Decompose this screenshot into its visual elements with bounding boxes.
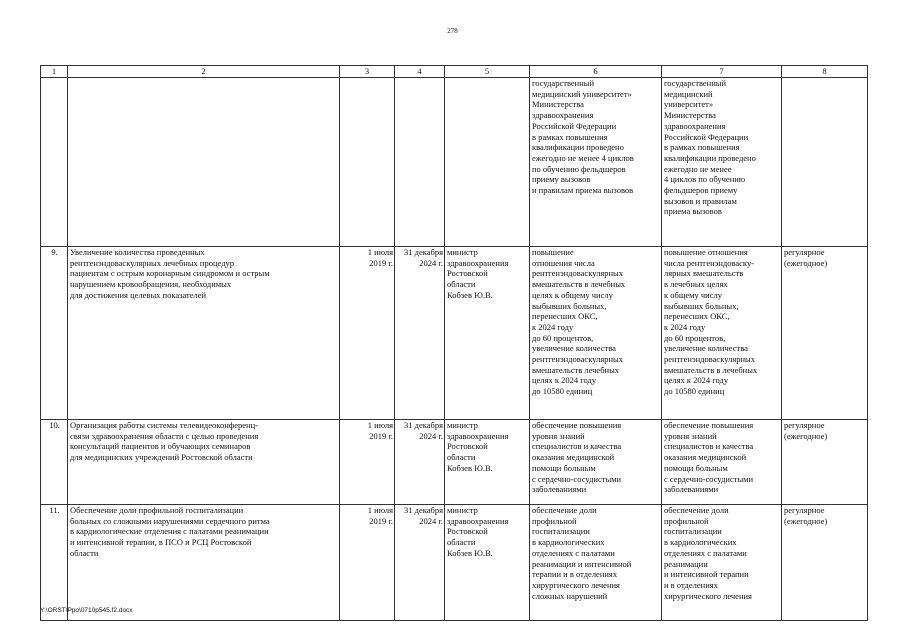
cell-line: сложных нарушений: [532, 590, 608, 601]
cell-line: увеличение количества: [532, 343, 616, 354]
cell-line: 31 декабря: [404, 420, 443, 430]
cell-line: 2019 г.: [369, 257, 393, 268]
cell-line: области: [447, 537, 476, 548]
cell-line: здравоохранения: [447, 515, 509, 526]
result-cell: [530, 505, 662, 621]
cell-line: Увеличение количества проведенных: [70, 247, 205, 257]
cell-line: 2019 г.: [369, 515, 393, 526]
cell-line: рентгенэндоваскулярных: [532, 268, 623, 279]
cell-line: вмешательств в лечебных: [532, 279, 626, 290]
file-path-footer: Y:\ORST\Ppo\0710p545.f2.docx: [40, 607, 133, 614]
cell-line: перенесших ОКС,: [664, 311, 730, 322]
event-cell: [68, 505, 340, 621]
cell-line: повышение отношения: [664, 247, 748, 257]
cell-line: к 2024 году: [532, 321, 574, 332]
column-number-header: [41, 66, 868, 78]
cell-line: и интенсивной терапии: [664, 569, 749, 580]
cell-line: Организация работы системы телевидеоконференц-: [70, 420, 258, 430]
cell-line: Российской Федерации: [664, 131, 749, 142]
cell-line: (ежегодное): [784, 430, 828, 441]
row-number: 10.: [41, 420, 68, 505]
cell-line: в кардиологических: [532, 537, 605, 548]
cell-line: помощи больным: [664, 462, 728, 473]
type-cell: [782, 420, 868, 505]
cell-line: до 10580 единиц: [664, 386, 725, 397]
indicator-cell: [662, 505, 782, 621]
cell-line: медицинский: [664, 88, 713, 99]
cell-line: 31 декабря: [404, 247, 443, 257]
cell-line: к общему числу: [664, 289, 722, 300]
cell-line: по обучению фельдшеров: [532, 163, 626, 174]
cell-line: медицинский университет»: [532, 88, 632, 99]
responsible-cell: [445, 505, 530, 621]
event-cell: [68, 78, 340, 247]
cell-line: отделениях с палатами: [532, 547, 615, 558]
result-cell: [530, 247, 662, 420]
cell-line: регулярное: [784, 420, 825, 430]
cell-line: связи здравоохранения области с целью проведения: [70, 430, 259, 441]
cell-line: госпитализации: [664, 526, 722, 537]
cell-line: до 10580 единиц: [532, 386, 593, 397]
cell-line: госпитализации: [532, 526, 590, 537]
cell-line: регулярное: [784, 505, 825, 515]
column-number: 5: [445, 66, 530, 78]
indicator-cell: [662, 78, 782, 247]
cell-line: 2024 г.: [419, 430, 443, 441]
cell-line: (ежегодное): [784, 257, 828, 268]
cell-line: и правилам приема вызовов: [532, 185, 634, 196]
cell-line: здравоохранения: [532, 110, 594, 121]
cell-line: до 60 процентов,: [664, 332, 726, 343]
cell-line: университет»: [664, 99, 714, 110]
cell-line: выбывших больных,: [532, 300, 607, 311]
cell-line: области: [447, 279, 476, 290]
cell-line: для медицинских учреждений Ростовской области: [70, 452, 253, 463]
event-cell: [68, 420, 340, 505]
cell-line: 4 циклов по обучению: [664, 174, 746, 185]
cell-line: к 2024 году: [664, 321, 706, 332]
responsible-cell: [445, 247, 530, 420]
cell-line: выбывших больных,: [664, 300, 739, 311]
indicator-cell: [662, 247, 782, 420]
responsible-cell: [445, 78, 530, 247]
cell-line: уровня знаний: [532, 430, 585, 441]
cell-line: в рамках повышения: [664, 142, 740, 153]
cell-line: 2024 г.: [419, 515, 443, 526]
cell-line: для достижения целевых показателей: [70, 289, 207, 300]
cell-line: государственный: [532, 78, 595, 88]
type-cell: [782, 505, 868, 621]
cell-line: в лечебных целях: [664, 279, 728, 290]
cell-line: в кардиологических: [664, 537, 737, 548]
cell-line: с сердечно-сосудистыми: [664, 473, 754, 484]
cell-line: приема вызовов: [664, 206, 722, 217]
cell-line: (ежегодное): [784, 515, 828, 526]
cell-line: 2024 г.: [419, 257, 443, 268]
cell-line: целях к 2024 году: [532, 375, 597, 386]
cell-line: оказания медицинской: [532, 452, 615, 463]
cell-line: фельдшеров приему: [664, 185, 738, 196]
cell-line: министр: [447, 247, 478, 257]
start-date-cell: [340, 420, 395, 505]
action-plan-table: [40, 65, 868, 621]
cell-line: государственный: [664, 78, 727, 88]
cell-line: увеличение количества: [664, 343, 748, 354]
cell-line: Ростовской: [447, 268, 488, 279]
cell-line: уровня знаний: [664, 430, 717, 441]
cell-line: больных со сложными нарушениями сердечного ритма: [70, 515, 270, 526]
column-number: 3: [340, 66, 395, 78]
cell-line: консультаций пациентов и обучающих семинаров: [70, 441, 251, 452]
cell-line: профильной: [532, 515, 577, 526]
cell-line: вмешательств в лечебных: [664, 364, 758, 375]
column-number: 7: [662, 66, 782, 78]
cell-line: заболеваниями: [664, 484, 719, 495]
cell-line: реанимации и интенсивной: [532, 558, 632, 569]
cell-line: вызовов и правилам: [664, 195, 737, 206]
cell-line: терапии и в отделениях: [532, 569, 618, 580]
cell-line: перенесших ОКС,: [532, 311, 598, 322]
cell-line: рентгенэндоваскулярных лечебных процедур: [70, 257, 235, 268]
cell-line: здравоохранения: [447, 430, 509, 441]
cell-line: хирургического лечения: [664, 590, 752, 601]
cell-line: целях к общему числу: [532, 289, 613, 300]
cell-line: министр: [447, 420, 478, 430]
cell-line: Кобзев Ю.В.: [447, 547, 493, 558]
cell-line: с сердечно-сосудистыми: [532, 473, 622, 484]
cell-line: приему вызовов: [532, 174, 591, 185]
end-date-cell: [395, 420, 445, 505]
cell-line: лярных вмешательств: [664, 268, 744, 279]
cell-line: регулярное: [784, 247, 825, 257]
cell-line: Ростовской: [447, 526, 488, 537]
cell-line: обеспечение доли: [664, 505, 729, 515]
cell-line: здравоохранения: [664, 120, 726, 131]
cell-line: вмешательств лечебных: [532, 364, 620, 375]
cell-line: ежегодно не менее 4 циклов: [532, 152, 634, 163]
cell-line: обеспечение повышения: [532, 420, 622, 430]
indicator-cell: [662, 420, 782, 505]
type-cell: [782, 78, 868, 247]
cell-line: и интенсивной терапии, в ПСО и РСЦ Ростовской: [70, 537, 252, 548]
type-cell: [782, 247, 868, 420]
cell-line: в рамках повышения: [532, 131, 608, 142]
column-number: 6: [530, 66, 662, 78]
cell-line: 31 декабря: [404, 505, 443, 515]
column-number: 8: [782, 66, 868, 78]
start-date-cell: [340, 505, 395, 621]
cell-line: и в отделениях: [664, 579, 718, 590]
table-row: [41, 247, 868, 420]
cell-line: специалистов и качества: [532, 441, 622, 452]
cell-line: целях к 2024 году: [664, 375, 729, 386]
row-number: 9.: [41, 247, 68, 420]
cell-line: нарушением кровообращения, необходимых: [70, 279, 232, 290]
cell-line: в кардиологические отделения с палатами реанимации: [70, 526, 269, 537]
cell-line: оказания медицинской: [664, 452, 747, 463]
cell-line: области: [70, 547, 99, 558]
cell-line: 2019 г.: [369, 430, 393, 441]
cell-line: помощи больным: [532, 462, 596, 473]
cell-line: Ростовской: [447, 441, 488, 452]
cell-line: обеспечение повышения: [664, 420, 754, 430]
start-date-cell: [340, 247, 395, 420]
row-number: [41, 78, 68, 247]
cell-line: рентгенэндоваскулярных: [532, 354, 623, 365]
cell-line: числа рентгенэндоваску-: [664, 257, 755, 268]
cell-line: Министерства: [664, 110, 716, 121]
cell-line: Кобзев Ю.В.: [447, 462, 493, 473]
cell-line: 1 июля: [367, 247, 393, 257]
responsible-cell: [445, 420, 530, 505]
end-date-cell: [395, 247, 445, 420]
cell-line: пациентам с острым коронарным синдромом и острым: [70, 268, 270, 279]
cell-line: рентгенэндоваскулярных: [664, 354, 755, 365]
column-number: 2: [68, 66, 340, 78]
start-date-cell: [340, 78, 395, 247]
result-cell: [530, 420, 662, 505]
cell-line: отделениях с палатами: [664, 547, 747, 558]
cell-line: отношения числа: [532, 257, 595, 268]
cell-line: квалификации проведено: [532, 142, 624, 153]
cell-line: обеспечение доли: [532, 505, 597, 515]
cell-line: области: [447, 452, 476, 463]
end-date-cell: [395, 78, 445, 247]
cell-line: профильной: [664, 515, 709, 526]
column-number: 1: [41, 66, 68, 78]
cell-line: Министерства: [532, 99, 584, 110]
cell-line: повышение: [532, 247, 574, 257]
table-row: [41, 78, 868, 247]
cell-line: 1 июля: [367, 420, 393, 430]
cell-line: ежегодно не менее: [664, 163, 732, 174]
event-cell: [68, 247, 340, 420]
cell-line: здравоохранения: [447, 257, 509, 268]
cell-line: специалистов и качества: [664, 441, 754, 452]
cell-line: заболеваниями: [532, 484, 587, 495]
cell-line: реанимации: [664, 558, 708, 569]
result-cell: [530, 78, 662, 247]
row-number: 11.: [41, 505, 68, 621]
end-date-cell: [395, 505, 445, 621]
cell-line: квалификации проведено: [664, 152, 756, 163]
cell-line: Российской Федерации: [532, 120, 617, 131]
cell-line: Кобзев Ю.В.: [447, 289, 493, 300]
column-number: 4: [395, 66, 445, 78]
table-row: [41, 505, 868, 621]
cell-line: министр: [447, 505, 478, 515]
cell-line: до 60 процентов,: [532, 332, 594, 343]
cell-line: Обеспечение доли профильной госпитализации: [70, 505, 244, 515]
page-number: 278: [447, 27, 458, 35]
table-row: [41, 420, 868, 505]
cell-line: 1 июля: [367, 505, 393, 515]
cell-line: хирургического лечения: [532, 579, 620, 590]
